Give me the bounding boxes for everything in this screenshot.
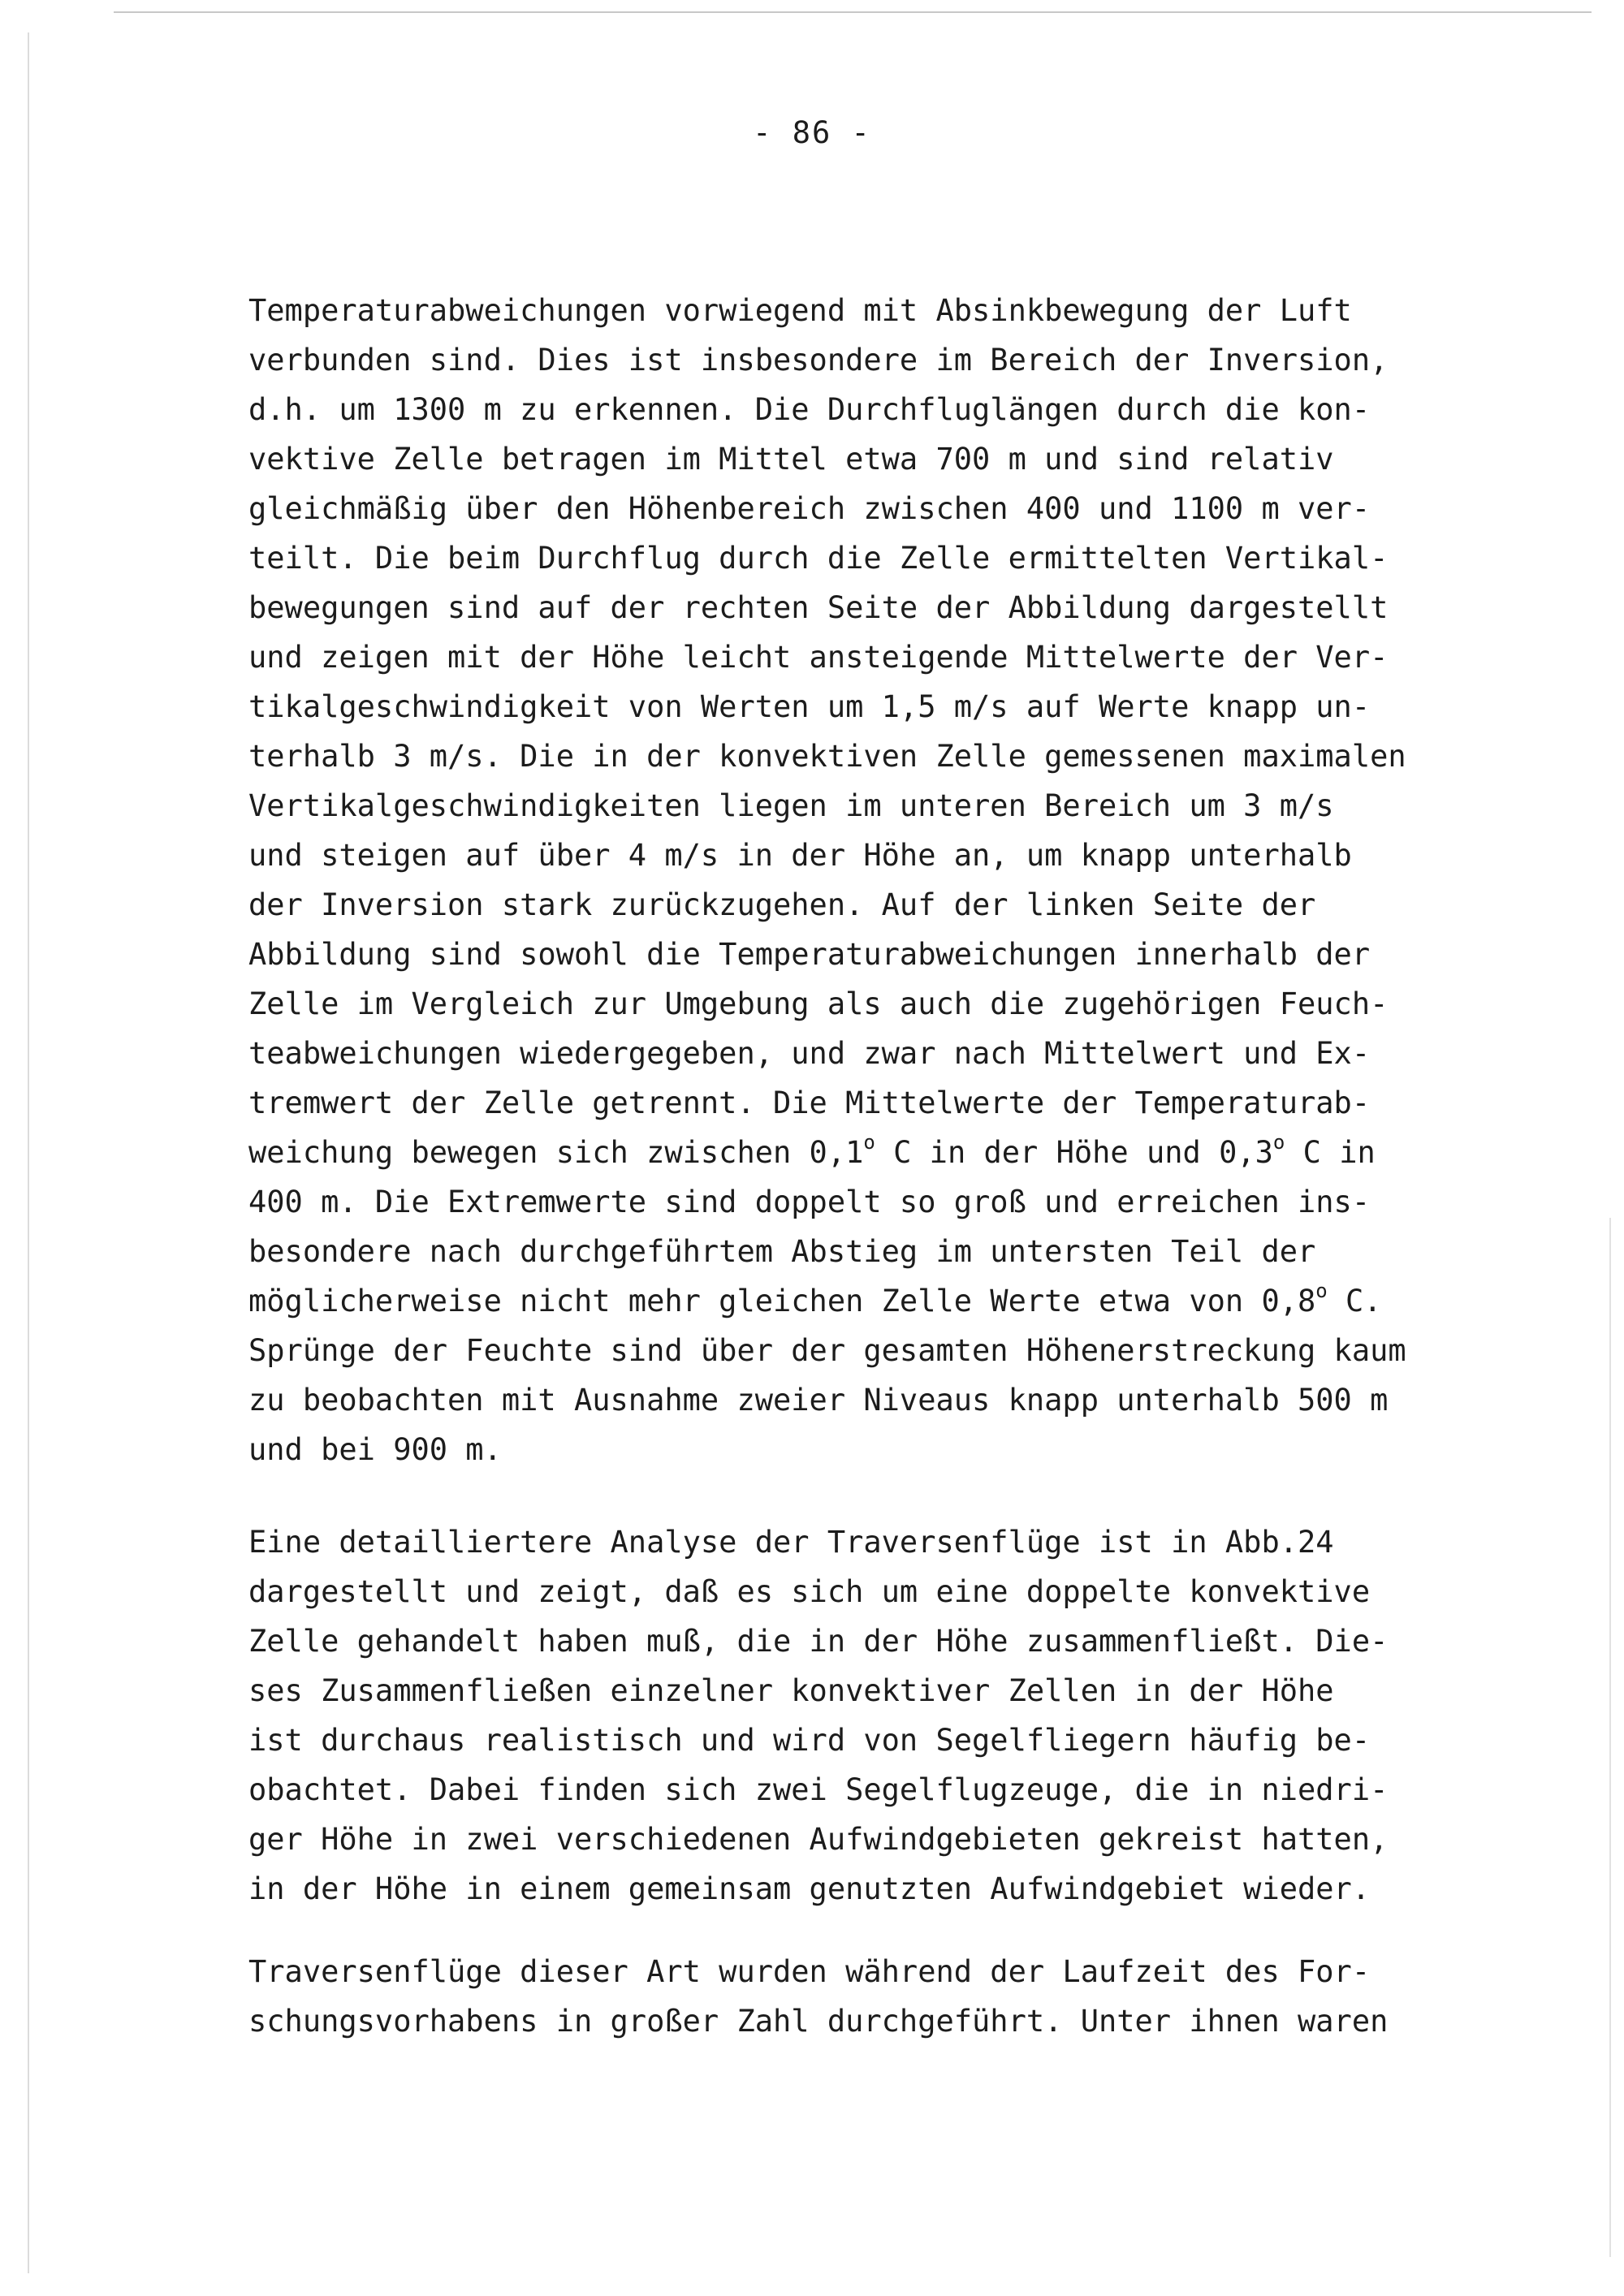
paragraph-1: [248, 286, 1406, 1474]
text-segment: C in der Höhe und 0,3: [875, 1135, 1273, 1170]
text-line: und zeigen mit der Höhe leicht ansteigende Mittelwerte der Ver-: [248, 640, 1389, 675]
page-number: - 86 -: [753, 115, 871, 150]
text-segment: möglicherweise nicht mehr gleichen Zelle Werte etwa von 0,8: [248, 1284, 1316, 1318]
text-line: tremwert der Zelle getrennt. Die Mittelwerte der Temperaturab-: [248, 1085, 1371, 1120]
text-line: d.h. um 1300 m zu erkennen. Die Durchfluglängen durch die kon-: [248, 392, 1371, 427]
text-line: vektive Zelle betragen im Mittel etwa 700 m und sind relativ: [248, 442, 1334, 477]
text-line: terhalb 3 m/s. Die in der konvektiven Zelle gemessenen maximalen: [248, 739, 1406, 774]
scan-edge-right: [1609, 1218, 1611, 2257]
text-line: tikalgeschwindigkeit von Werten um 1,5 m/s auf Werte knapp un-: [248, 689, 1371, 724]
text-line: schungsvorhabens in großer Zahl durchgeführt. Unter ihnen waren: [248, 2004, 1389, 2039]
text-line: teilt. Die beim Durchflug durch die Zelle ermittelten Vertikal-: [248, 541, 1389, 576]
text-segment: C in: [1285, 1135, 1376, 1170]
text-line: Abbildung sind sowohl die Temperaturabweichungen innerhalb der: [248, 937, 1371, 972]
text-segment: C.: [1327, 1284, 1382, 1318]
degree-superscript: o: [1272, 1130, 1285, 1154]
degree-superscript: o: [863, 1130, 875, 1154]
text-line: Eine detailliertere Analyse der Traversenflüge ist in Abb.24: [248, 1525, 1334, 1560]
text-line: verbunden sind. Dies ist insbesondere im Bereich der Inversion,: [248, 343, 1389, 378]
text-line: und steigen auf über 4 m/s in der Höhe an, um knapp unterhalb: [248, 838, 1352, 873]
text-line: Temperaturabweichungen vorwiegend mit Absinkbewegung der Luft: [248, 293, 1352, 328]
scan-edge-left: [28, 32, 29, 2273]
text-line: ist durchaus realistisch und wird von Segelfliegern häufig be-: [248, 1723, 1371, 1758]
text-line: 400 m. Die Extremwerte sind doppelt so groß und erreichen ins-: [248, 1185, 1371, 1219]
scan-edge-top: [114, 11, 1592, 13]
text-line: bewegungen sind auf der rechten Seite der Abbildung dargestellt: [248, 590, 1389, 625]
text-line: ses Zusammenfließen einzelner konvektiver Zellen in der Höhe: [248, 1673, 1334, 1708]
text-line: und bei 900 m.: [248, 1432, 502, 1467]
text-line: Vertikalgeschwindigkeiten liegen im unteren Bereich um 3 m/s: [248, 788, 1334, 823]
text-line: Zelle gehandelt haben muß, die in der Höhe zusammenfließt. Die-: [248, 1624, 1389, 1659]
text-line: ger Höhe in zwei verschiedenen Aufwindgebieten gekreist hatten,: [248, 1822, 1389, 1857]
text-segment: weichung bewegen sich zwischen 0,1: [248, 1135, 864, 1170]
text-line: [248, 1128, 1406, 1177]
text-line: in der Höhe in einem gemeinsam genutzten Aufwindgebiet wieder.: [248, 1871, 1371, 1906]
text-line: Sprünge der Feuchte sind über der gesamten Höhenerstreckung kaum: [248, 1333, 1406, 1368]
text-line: gleichmäßig über den Höhenbereich zwischen 400 und 1100 m ver-: [248, 491, 1371, 526]
text-line: der Inversion stark zurückzugehen. Auf der linken Seite der: [248, 887, 1316, 922]
text-line: dargestellt und zeigt, daß es sich um eine doppelte konvektive: [248, 1574, 1371, 1609]
degree-superscript: o: [1315, 1279, 1328, 1302]
text-line: Traversenflüge dieser Art wurden während der Laufzeit des For-: [248, 1954, 1371, 1989]
text-line: Zelle im Vergleich zur Umgebung als auch die zugehörigen Feuch-: [248, 986, 1389, 1021]
text-line: obachtet. Dabei finden sich zwei Segelflugzeuge, die in niedri-: [248, 1772, 1389, 1807]
text-line: [248, 1276, 1406, 1326]
text-line: teabweichungen wiedergegeben, und zwar nach Mittelwert und Ex-: [248, 1036, 1371, 1071]
text-line: besondere nach durchgeführtem Abstieg im untersten Teil der: [248, 1234, 1316, 1269]
text-line: zu beobachten mit Ausnahme zweier Niveaus knapp unterhalb 500 m: [248, 1383, 1389, 1418]
paragraph-2: [248, 1517, 1388, 1914]
paragraph-3: [248, 1947, 1388, 2046]
